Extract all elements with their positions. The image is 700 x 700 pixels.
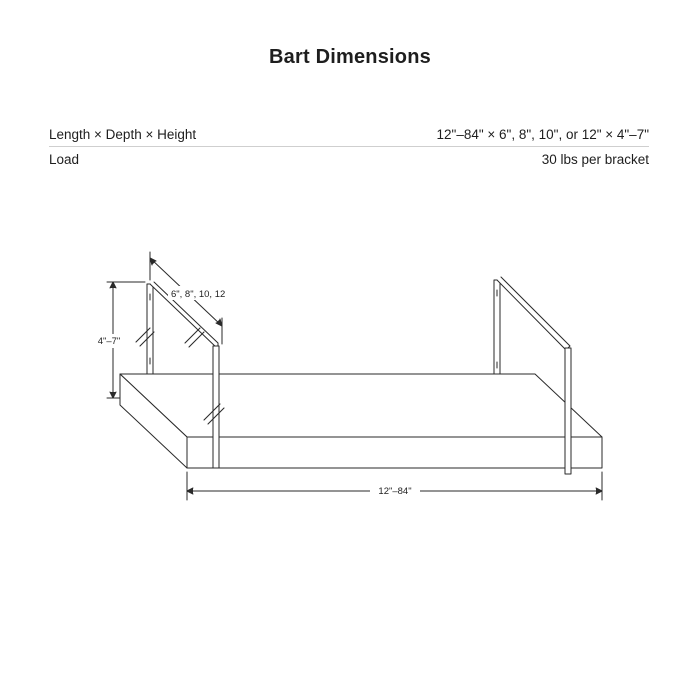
height-dimension-label: 4"–7" [97, 336, 121, 347]
spec-label-dimensions: Length × Depth × Height [49, 126, 197, 142]
spec-value-load: 30 lbs per bracket [541, 151, 649, 167]
right-bracket-arm [497, 277, 570, 350]
shelf-board [120, 374, 602, 468]
length-dimension-label: 12"–84" [378, 486, 412, 497]
depth-dimension-label: 6", 8", 10, 12 [171, 289, 226, 300]
right-bracket-upright [565, 348, 571, 474]
spec-label-load: Load [49, 151, 80, 167]
shelf-top-face [120, 374, 602, 437]
left-bracket-upright [213, 346, 219, 468]
page-title: Bart Dimensions [269, 46, 431, 68]
shelf-front-face [187, 437, 602, 468]
spec-value-dimensions: 12"–84" × 6", 8", 10", or 12" × 4"–7" [436, 126, 649, 142]
